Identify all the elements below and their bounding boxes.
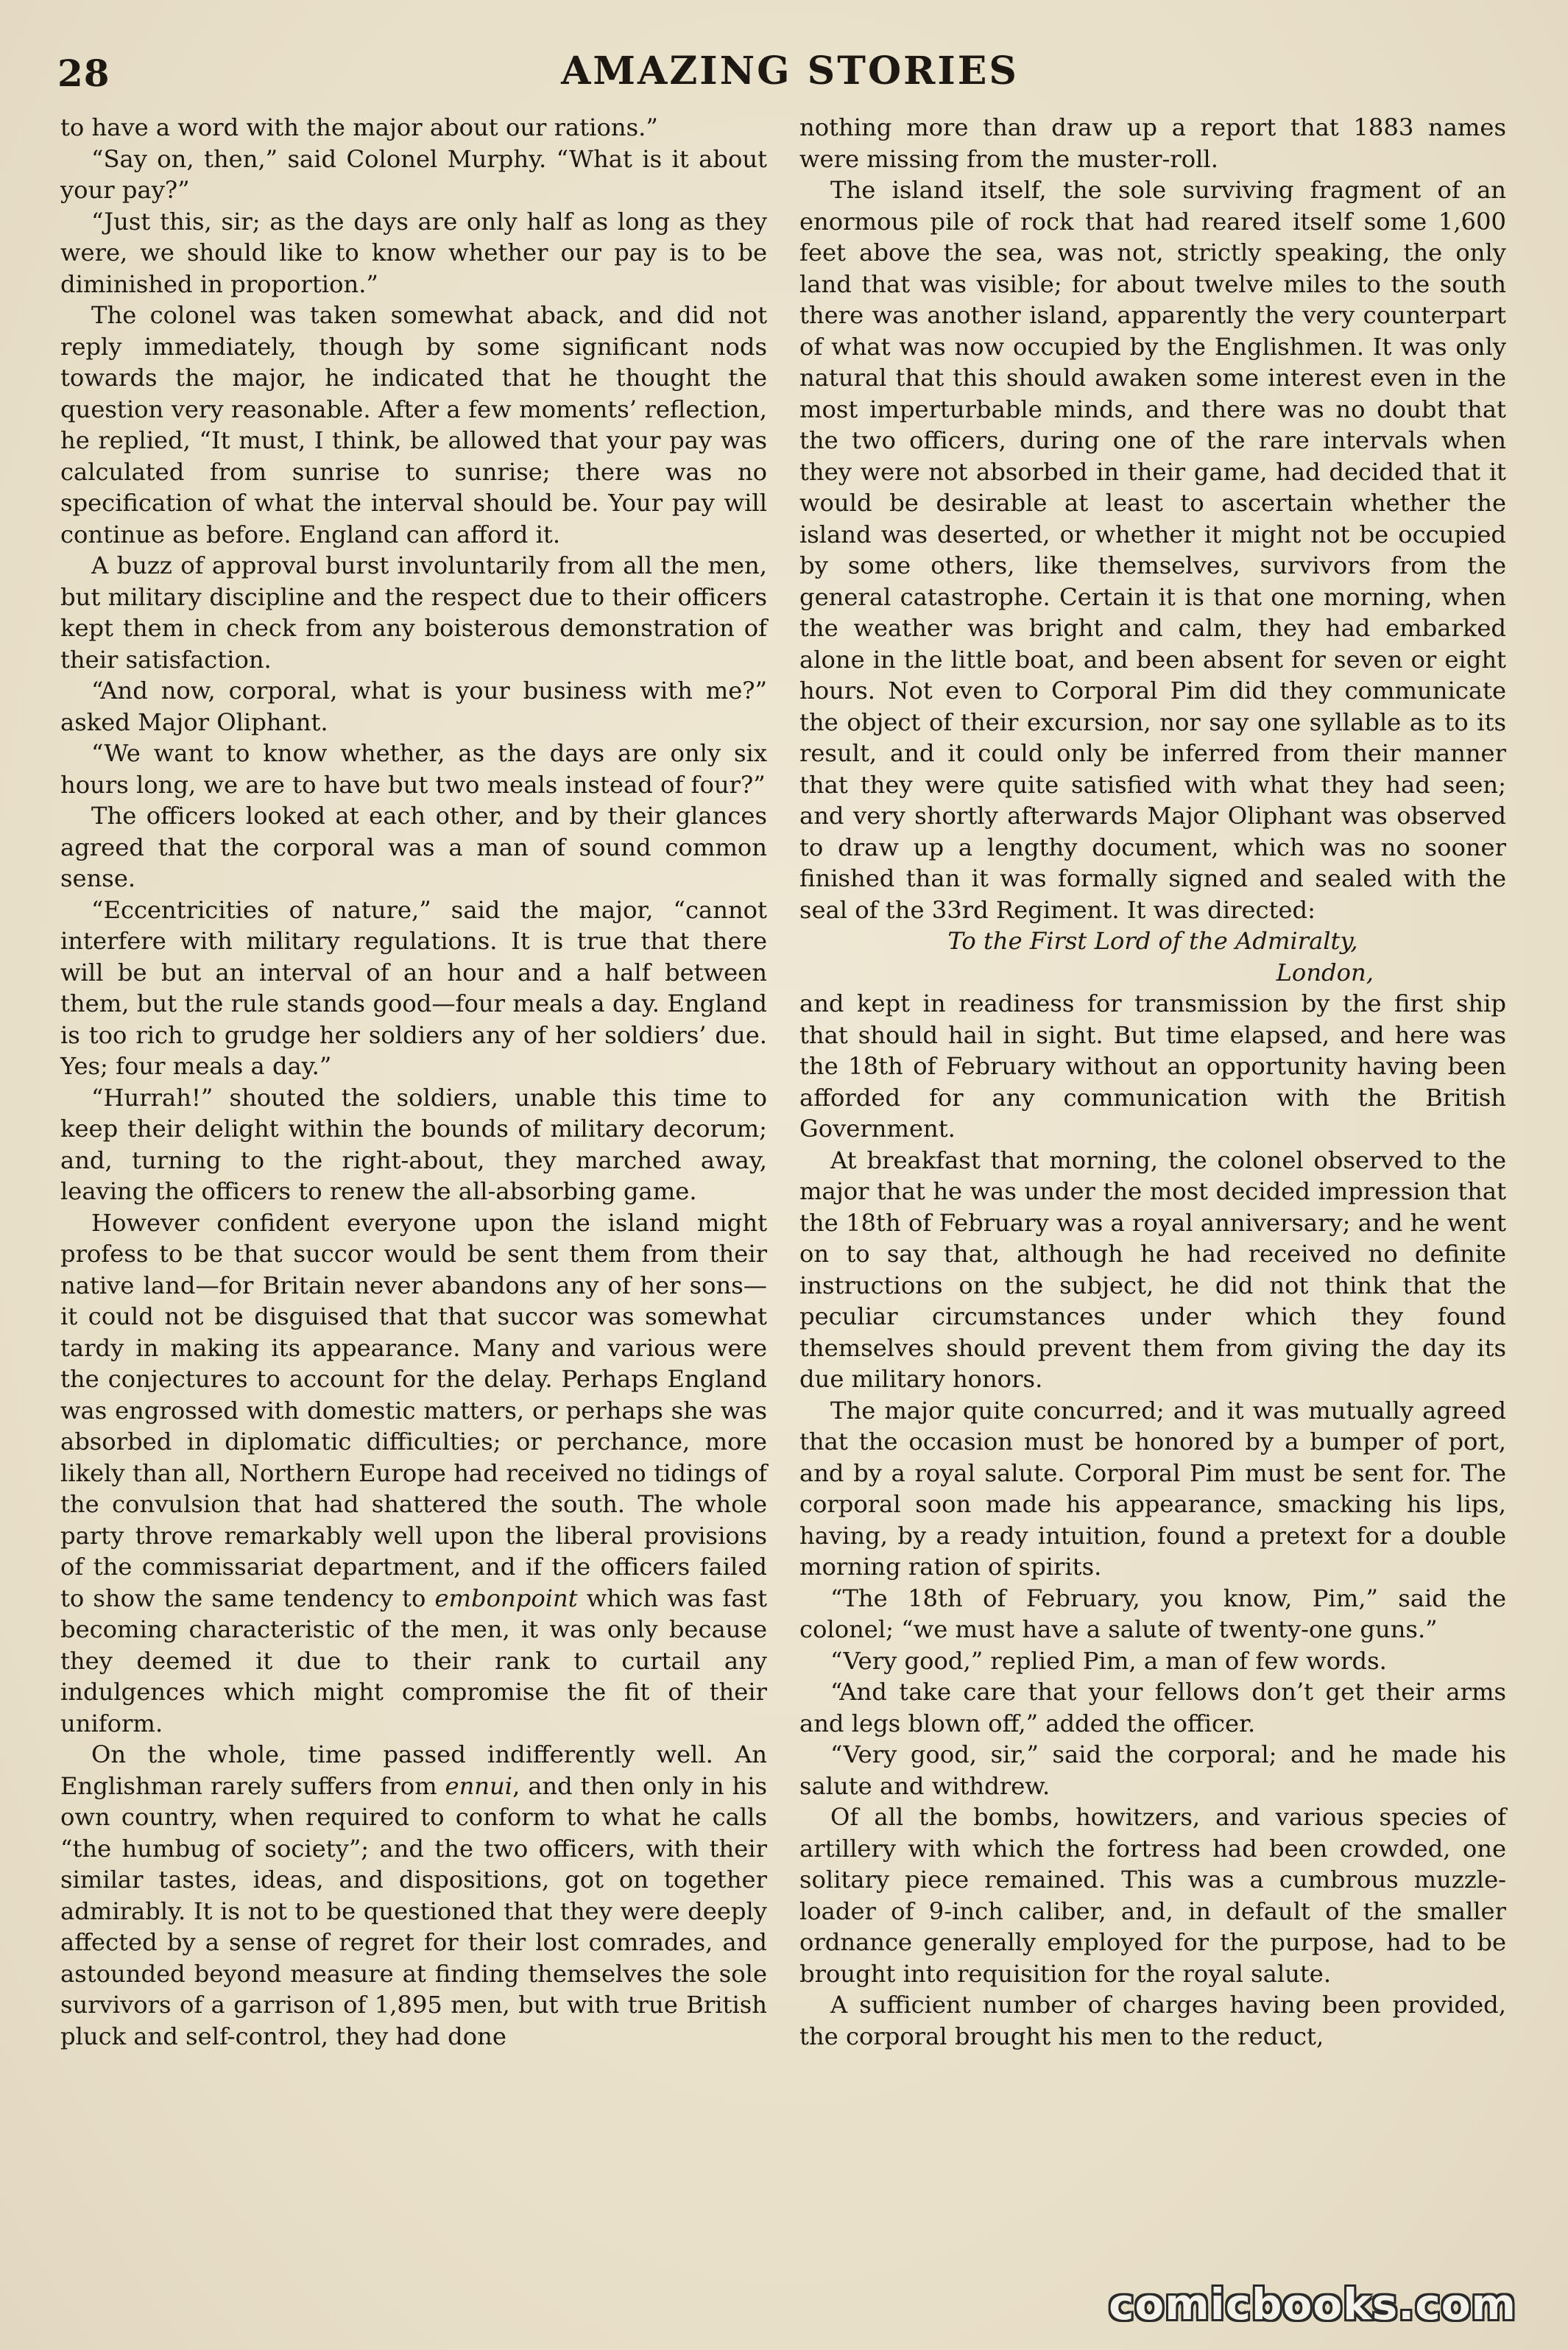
left-text-column	[60, 112, 767, 2052]
right-text-column	[799, 112, 1506, 2052]
page-number: 28	[57, 52, 110, 95]
paragraph: “Just this, sir; as the days are only half as long as they were, we should like to know whether our pay is to be diminished in proportion.”	[60, 207, 767, 298]
paragraph: The officers looked at each other, and by their glances agreed that the corporal was a man of sound common sense.	[60, 802, 767, 892]
continued-paragraph: and kept in readiness for transmission by the first ship that should hail in sight. But time elapsed, and here was the 18th of February without an opportunity having been afforded for any communication with the British Government.	[799, 989, 1506, 1143]
letter-address	[799, 925, 1506, 988]
paragraph: The major quite concurred; and it was mutually agreed that the occasion must be honored by a bumper of port, and by a royal salute. Corporal Pim must be sent for. The corporal soon made his appearance, smacking his lips, having, by a ready intuition, found a pretext for a double morning ration of spirits.	[799, 1396, 1506, 1581]
paragraph: “Say on, then,” said Colonel Murphy. “What is it about your pay?”	[60, 144, 767, 204]
paragraph: “Hurrah!” shouted the soldiers, unable this time to keep their delight within the bounds of military decorum; and, turning to the right-about, they marched away, leaving the officers to renew the all-absorbing game.	[60, 1083, 767, 1205]
address-line: To the First Lord of the Admiralty,	[947, 927, 1358, 955]
paragraph: A sufficient number of charges having been provided, the corporal brought his men to the reduct,	[799, 1991, 1506, 2050]
paragraph: “And take care that your fellows don’t get their arms and legs blown off,” added the officer.	[799, 1678, 1506, 1737]
page-header	[57, 46, 1522, 112]
address-line: London,	[1276, 958, 1374, 987]
paragraph: “We want to know whether, as the days are only six hours long, we are to have but two meals instead of four?”	[60, 739, 767, 799]
paragraph: “Very good, sir,” said the corporal; and he made his salute and withdrew.	[799, 1740, 1506, 1800]
continued-paragraph: nothing more than draw up a report that 1883 names were missing from the muster-roll.	[799, 113, 1506, 173]
italic-word: embonpoint	[434, 1584, 578, 1612]
paragraph: “Very good,” replied Pim, a man of few words.	[830, 1646, 1387, 1675]
paragraph: However confident everyone upon the island might profess to be that succor would be sent them from their native land—for Britain never abandons any of her sons—it could not be disguised that that succor was somewhat tardy in making its appearance. Many and various were the conjectures to account for the delay. Perhaps England was engrossed with domestic matters, or perhaps she was absorbed in diplomatic difficulties; or perchance, more likely than all, Northern Europe had received no tidings of the convulsion that had shattered the south. The whole party throve remarkably well upon the liberal provisions of the commissariat department, and if the officers failed to show the same tendency to embonpoint which was fast becoming characteristic of the men, it was only because they deemed it due to their rank to curtail any indulgences which might compromise the fit of their uniform.	[60, 1208, 768, 1737]
paragraph: The colonel was taken somewhat aback, and did not reply immediately, though by some significant nods towards the major, he indicated that he thought the question very reasonable. After a few moments’ reflection, he replied, “It must, I think, be allowed that your pay was calculated from sunrise to sunrise; there was no specification of what the interval should be. Your pay will continue as before. England can afford it.	[60, 301, 767, 548]
italic-word: ennui	[445, 1771, 513, 1800]
paragraph: At breakfast that morning, the colonel observed to the major that he was under the most decided impression that the 18th of February was a royal anniversary; and he went on to say that, although he had received no definite instructions on the subject, he did not think that the peculiar circumstances under which they found themselves should prevent them from giving the day its due military honors.	[799, 1146, 1506, 1393]
paragraph: Of all the bombs, howitzers, and various species of artillery with which the fortress had been crowded, one solitary piece remained. This was a cumbrous muzzle-loader of 9-inch caliber, and, in default of the smaller ordnance generally employed for the purpose, had to be brought into requisition for the royal salute.	[799, 1803, 1506, 1988]
continued-paragraph: to have a word with the major about our rations.”	[60, 113, 658, 141]
running-head-title: AMAZING STORIES	[561, 49, 1019, 93]
paragraph: The island itself, the sole surviving fragment of an enormous pile of rock that had reared itself some 1,600 feet above the sea, was not, strictly speaking, the only land that was visible; for about twelve miles to the south there was another island, apparently the very counterpart of what was now occupied by the Englishmen. It was only natural that this should awaken some interest even in the most imperturbable minds, and there was no doubt that the two officers, during one of the rare intervals when they were not absorbed in their game, had decided that it would be desirable at least to ascertain whether the island was deserted, or whether it might not be occupied by some others, like themselves, survivors from the general catastrophe. Certain it is that one morning, when the weather was bright and calm, they had embarked alone in the little boat, and been absent for seven or eight hours. Not even to Corporal Pim did they communicate the object of their excursion, nor say one syllable as to its result, and it could only be inferred from their manner that they were quite satisfied with what they had seen; and very shortly afterwards Major Oliphant was observed to draw up a lengthy document, which was no sooner finished than it was formally signed and sealed with the seal of the 33rd Regiment. It was directed:	[799, 176, 1506, 924]
paragraph: A buzz of approval burst involuntarily from all the men, but military discipline and the respect due to their officers kept them in check from any boisterous demonstration of their satisfaction.	[60, 551, 767, 674]
paragraph: “The 18th of February, you know, Pim,” said the colonel; “we must have a salute of twenty-one guns.”	[799, 1584, 1506, 1643]
paragraph: “Eccentricities of nature,” said the major, “cannot interfere with military regulations. It is true that there will be but an interval of an hour and a half between them, but the rule stands good—four meals a day. England is too rich to grudge her soldiers any of her soldiers’ due. Yes; four meals a day.”	[60, 895, 767, 1080]
paragraph: “And now, corporal, what is your business with me?” asked Major Oliphant.	[60, 677, 767, 736]
paragraph: On the whole, time passed indifferently well. An Englishman rarely suffers from ennui, and then only in his own country, when required to conform to what he calls “the humbug of society”; and the two officers, with their similar tastes, ideas, and dispositions, got on together admirably. It is not to be questioned that they were deeply affected by a sense of regret for their lost comrades, and astounded beyond measure at finding themselves the sole survivors of a garrison of 1,895 men, but with true British pluck and self-control, they had done	[60, 1740, 768, 2050]
site-watermark: comicbooks.com	[1109, 2279, 1516, 2329]
